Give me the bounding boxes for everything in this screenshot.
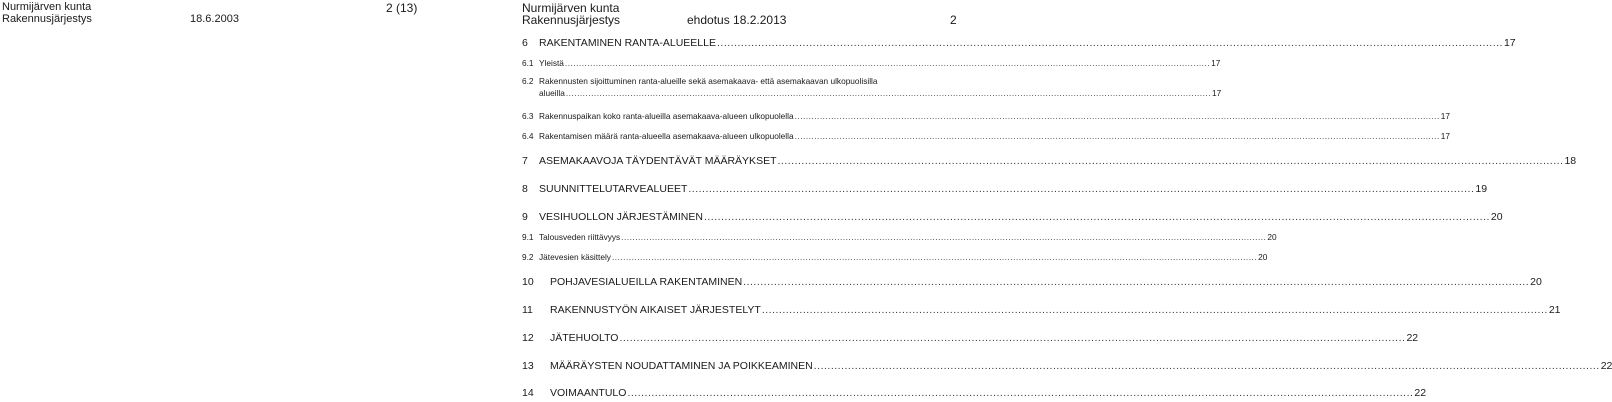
toc-leader (717, 37, 1503, 49)
toc-number: 9.1 (522, 232, 534, 242)
toc-leader (565, 58, 1210, 68)
toc-leader (627, 387, 1413, 399)
toc-title: JÄTEHUOLTO (550, 332, 619, 344)
toc-number: 8 (522, 183, 528, 195)
toc-leader (743, 276, 1529, 288)
toc-title: VOIMAANTULO (550, 387, 627, 399)
toc-number: 13 (522, 360, 534, 372)
toc-entry[interactable] (522, 37, 1516, 49)
toc-title: MÄÄRÄYSTEN NOUDATTAMINEN JA POIKKEAMINEN (550, 360, 813, 372)
toc-page: 20 (1490, 211, 1503, 223)
toc-leader (566, 88, 1211, 98)
toc-title: Rakennuspaikan koko ranta-alueilla asemakaava-alueen ulkopuolella (539, 111, 794, 121)
toc-leader (762, 304, 1548, 316)
toc-title: Rakennusten sijoittuminen ranta-alueille sekä asemakaava- että asemakaavan ulkopuolisilla (539, 76, 878, 86)
toc-title: RAKENNUSTYÖN AIKAISET JÄRJESTELYT (550, 304, 761, 316)
toc-number: 6.4 (522, 131, 534, 141)
toc-page: 18 (1564, 155, 1577, 167)
toc-number: 9.2 (522, 252, 534, 262)
toc-leader (795, 111, 1440, 121)
toc-title: VESIHUOLLON JÄRJESTÄMINEN (539, 211, 703, 223)
toc-entry[interactable] (522, 155, 1577, 167)
left-header-doc: Rakennusjärjestys (2, 13, 92, 25)
toc-entry[interactable] (522, 232, 1277, 242)
toc-title: Talousveden riittävyys (539, 232, 621, 242)
toc-number: 6.1 (522, 58, 534, 68)
toc-leader (621, 232, 1266, 242)
toc-number: 6.2 (522, 76, 534, 86)
toc-number: 7 (522, 155, 528, 167)
toc-page: 22 (1414, 387, 1427, 399)
toc-entry[interactable] (522, 211, 1503, 223)
toc-entry[interactable] (522, 387, 1427, 399)
toc-leader (778, 155, 1564, 167)
toc-title: Yleistä (539, 58, 564, 68)
toc-entry[interactable] (522, 131, 1451, 141)
toc-entry[interactable] (522, 111, 1451, 121)
toc-title: ASEMAKAAVOJA TÄYDENTÄVÄT MÄÄRÄYKSET (539, 155, 777, 167)
toc-number: 6.3 (522, 111, 534, 121)
toc-number: 6 (522, 37, 528, 49)
left-header-org: Nurmijärven kunta (2, 1, 92, 13)
toc-entry[interactable] (522, 58, 1221, 68)
left-header-date: 18.6.2003 (190, 13, 239, 25)
toc-entry[interactable] (522, 360, 1612, 372)
left-header-page: 2 (13) (386, 1, 418, 15)
toc-page: 20 (1258, 252, 1268, 262)
toc-title: POHJAVESIALUEILLA RAKENTAMINEN (550, 276, 743, 288)
toc-leader (795, 131, 1440, 141)
toc-leader (704, 211, 1490, 223)
toc-title: Rakentamisen määrä ranta-alueella asemakaava-alueen ulkopuolella (539, 131, 794, 141)
toc-page: 17 (1503, 37, 1516, 49)
toc-page: 19 (1475, 183, 1488, 195)
toc-entry[interactable] (522, 183, 1488, 195)
right-header-page: 2 (950, 13, 957, 27)
toc-title: RAKENTAMINEN RANTA-ALUEELLE (539, 37, 716, 49)
toc-entry[interactable] (522, 252, 1268, 262)
toc-number: 12 (522, 332, 534, 344)
toc-page: 20 (1530, 276, 1542, 288)
right-header-doc: Rakennusjärjestys (522, 13, 621, 27)
toc-entry[interactable] (522, 304, 1561, 316)
toc-leader (814, 360, 1600, 372)
toc-leader (612, 252, 1257, 262)
toc-page: 17 (1440, 111, 1451, 121)
toc-page: 21 (1548, 304, 1561, 316)
right-header-org: Nurmijärven kunta (522, 1, 620, 15)
toc-page: 22 (1406, 332, 1419, 344)
toc-number: 14 (522, 387, 534, 399)
toc-leader (619, 332, 1405, 344)
toc-entry[interactable] (522, 332, 1419, 344)
toc-title: Jätevesien käsittely (539, 252, 611, 262)
toc-page: 20 (1267, 232, 1277, 242)
toc-number: 10 (522, 276, 534, 288)
toc-leader (688, 183, 1474, 195)
toc-entry[interactable] (522, 76, 1222, 98)
toc-title-continued: alueilla (539, 88, 565, 98)
toc-number: 9 (522, 211, 528, 223)
toc-page: 22 (1600, 360, 1612, 372)
toc-page: 17 (1212, 88, 1222, 98)
toc-entry[interactable] (522, 276, 1542, 288)
toc-page: 17 (1211, 58, 1221, 68)
right-header-proposal: ehdotus 18.2.2013 (687, 13, 787, 27)
toc-title: SUUNNITTELUTARVEALUEET (539, 183, 688, 195)
toc-page: 17 (1440, 131, 1451, 141)
toc-number: 11 (522, 304, 533, 316)
